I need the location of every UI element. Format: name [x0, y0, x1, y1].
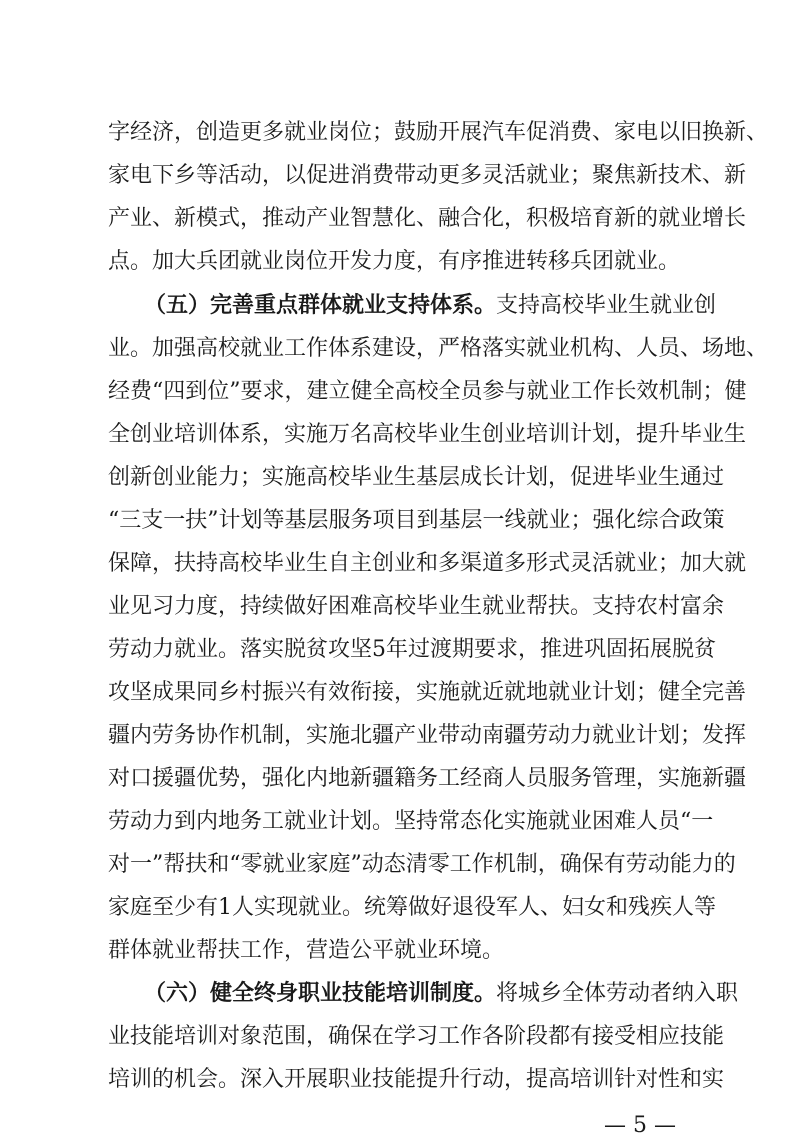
text-line: 字经济，创造更多就业岗位；鼓励开展汽车促消费、家电以旧换新、: [108, 120, 769, 145]
section-6-heading: （六）健全终身职业技能培训制度。: [144, 981, 497, 1006]
text-line: 经费“四到位”要求，建立健全高校全员参与就业工作长效机制；健: [108, 379, 747, 404]
text-line: 群体就业帮扶工作，营造公平就业环境。: [108, 938, 505, 963]
text-line: 家庭至少有1人实现就业。统筹做好退役军人、妇女和残疾人等: [108, 895, 716, 920]
section-5-first-line-text: 支持高校毕业生就业创: [496, 293, 717, 318]
text-line: 业技能培训对象范围，确保在学习工作各阶段都有接受相应技能: [108, 1024, 725, 1049]
text-line: 攻坚成果同乡村振兴有效衔接，实施就近就地就业计划；健全完善: [108, 680, 747, 705]
text-line: 家电下乡等活动，以促进消费带动更多灵活就业；聚焦新技术、新: [108, 163, 747, 188]
text-line: 对一”帮扶和“零就业家庭”动态清零工作机制，确保有劳动能力的: [108, 852, 736, 877]
section-5-first-line: [144, 291, 717, 321]
text-line: “三支一扶”计划等基层服务项目到基层一线就业；强化综合政策: [108, 508, 725, 533]
text-line: 劳动力到内地务工就业计划。坚持常态化实施就业困难人员“一: [108, 809, 714, 834]
section-5-heading: （五）完善重点群体就业支持体系。: [144, 293, 497, 318]
section-6-first-line: [144, 979, 739, 1009]
text-line: 点。加大兵团就业岗位开发力度，有序推进转移兵团就业。: [108, 249, 681, 274]
text-line: 业见习力度，持续做好困难高校毕业生就业帮扶。支持农村富余: [108, 594, 725, 619]
text-line: 保障，扶持高校毕业生自主创业和多渠道多形式灵活就业；加大就: [108, 551, 747, 576]
text-line: 产业、新模式，推动产业智慧化、融合化，积极培育新的就业增长: [108, 206, 747, 231]
section-6-first-line-text: 将城乡全体劳动者纳入职: [496, 981, 739, 1006]
text-line: 对口援疆优势，强化内地新疆籍务工经商人员服务管理，实施新疆: [108, 766, 747, 791]
text-line: 创新创业能力；实施高校毕业生基层成长计划，促进毕业生通过: [108, 465, 725, 490]
page-number: — 5 —: [604, 1113, 676, 1138]
text-line: 全创业培训体系，实施万名高校毕业生创业培训计划，提升毕业生: [108, 422, 747, 447]
text-line: 劳动力就业。落实脱贫攻坚5年过渡期要求，推进巩固拓展脱贫: [108, 637, 716, 662]
text-line: 业。加强高校就业工作体系建设，严格落实就业机构、人员、场地、: [108, 336, 769, 361]
text-line: 培训的机会。深入开展职业技能提升行动，提高培训针对性和实: [108, 1067, 725, 1092]
text-line: 疆内劳务协作机制，实施北疆产业带动南疆劳动力就业计划；发挥: [108, 723, 747, 748]
